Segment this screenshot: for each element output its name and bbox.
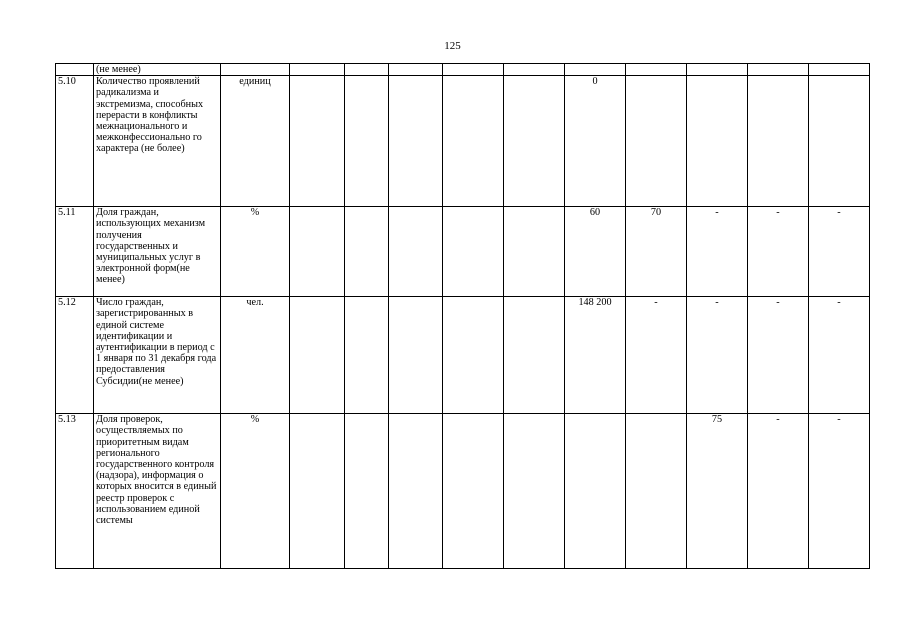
cell-name: (не менее) [94, 64, 221, 76]
cell-unit: % [221, 207, 290, 297]
cell-name: Доля граждан, использующих механизм получения государственных и муниципальных услуг в электронной форм(не менее) [94, 207, 221, 297]
cell-value: - [687, 207, 748, 297]
indicator-table [55, 63, 870, 569]
cell-value [345, 297, 389, 414]
cell-value: - [626, 297, 687, 414]
cell-value [345, 207, 389, 297]
cell-value [626, 76, 687, 207]
cell-value [504, 76, 565, 207]
cell-unit [221, 64, 290, 76]
cell-value [290, 414, 345, 569]
cell-value: 60 [565, 207, 626, 297]
cell-value [687, 76, 748, 207]
cell-value [290, 297, 345, 414]
cell-value [504, 297, 565, 414]
cell-value: - [687, 297, 748, 414]
table-row [56, 76, 870, 207]
cell-value [565, 414, 626, 569]
cell-value [626, 414, 687, 569]
page-number: 125 [444, 40, 461, 52]
cell-num [56, 64, 94, 76]
cell-value [443, 64, 504, 76]
cell-value [389, 207, 443, 297]
table-row [56, 297, 870, 414]
cell-value [345, 414, 389, 569]
table-row [56, 207, 870, 297]
cell-name: Число граждан, зарегистрированных в единой системе идентификации и аутентификации в период с 1 января по 31 декабря года предоставления Субсидии(не менее) [94, 297, 221, 414]
cell-num: 5.10 [56, 76, 94, 207]
cell-value [504, 207, 565, 297]
cell-value [748, 76, 809, 207]
cell-value [389, 297, 443, 414]
cell-value [443, 297, 504, 414]
cell-num: 5.13 [56, 414, 94, 569]
cell-value [748, 64, 809, 76]
cell-value: 70 [626, 207, 687, 297]
cell-value: 148 200 [565, 297, 626, 414]
cell-unit: единиц [221, 76, 290, 207]
cell-value [687, 64, 748, 76]
cell-value: - [748, 297, 809, 414]
cell-value [389, 76, 443, 207]
cell-value: - [809, 207, 870, 297]
table-row [56, 414, 870, 569]
cell-value: - [748, 207, 809, 297]
cell-value: - [809, 297, 870, 414]
cell-value [504, 64, 565, 76]
cell-unit: % [221, 414, 290, 569]
cell-value [290, 64, 345, 76]
cell-value [389, 64, 443, 76]
cell-num: 5.12 [56, 297, 94, 414]
cell-value [443, 207, 504, 297]
cell-value [504, 414, 565, 569]
cell-value [443, 76, 504, 207]
cell-num: 5.11 [56, 207, 94, 297]
cell-name: Количество проявлений радикализма и экстремизма, способных перерасти в конфликты межнационального и межконфессионально го характера (не более) [94, 76, 221, 207]
table-row-continuation [56, 64, 870, 76]
cell-name: Доля проверок, осуществляемых по приоритетным видам регионального государственного контроля (надзора), информация о которых вносится в единый реестр проверок с использованием единой системы [94, 414, 221, 569]
cell-unit: чел. [221, 297, 290, 414]
cell-value: - [748, 414, 809, 569]
cell-value [345, 76, 389, 207]
cell-value [290, 207, 345, 297]
cell-value: 0 [565, 76, 626, 207]
cell-value [809, 64, 870, 76]
cell-value [443, 414, 504, 569]
cell-value [389, 414, 443, 569]
cell-value: - [809, 414, 870, 569]
cell-value [290, 76, 345, 207]
cell-value [565, 64, 626, 76]
cell-value [345, 64, 389, 76]
cell-value [809, 76, 870, 207]
cell-value [626, 64, 687, 76]
cell-value: 75 [687, 414, 748, 569]
